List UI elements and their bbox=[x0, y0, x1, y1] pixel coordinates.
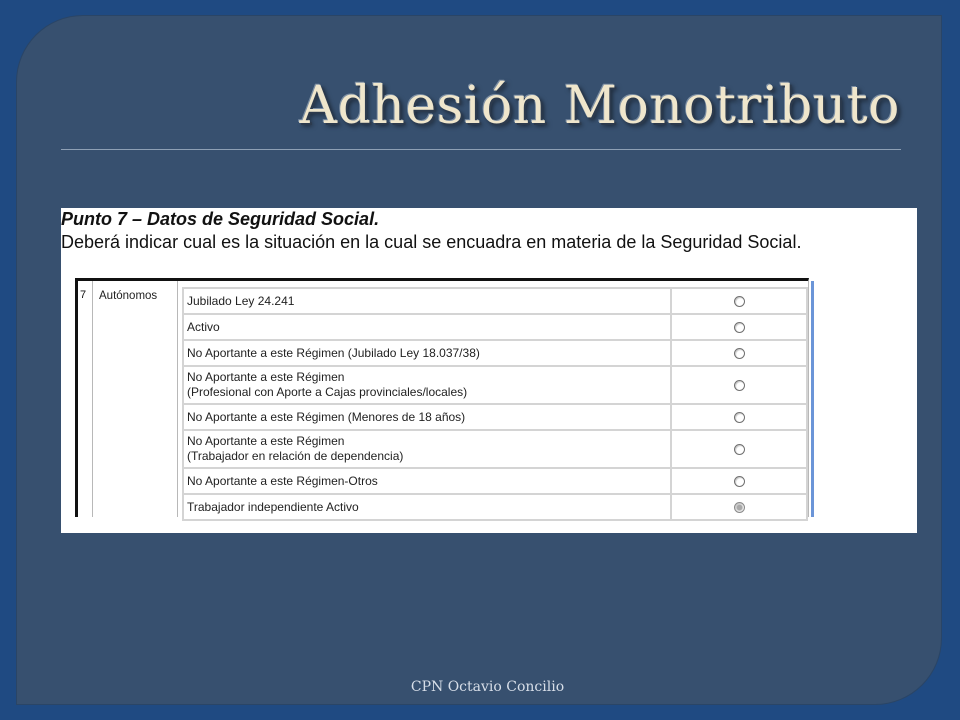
option-radio-cell bbox=[671, 494, 807, 520]
radio-activo[interactable] bbox=[734, 322, 745, 333]
radio-no-aportante-jubilado[interactable] bbox=[734, 348, 745, 359]
form-screenshot bbox=[61, 208, 917, 533]
option-radio-cell bbox=[671, 340, 807, 366]
radio-no-aportante-dependencia[interactable] bbox=[734, 444, 745, 455]
column-divider bbox=[92, 281, 93, 517]
option-label: No Aportante a este Régimen-Otros bbox=[183, 468, 671, 494]
form-instruction: Deberá indicar cual es la situación en la cual se encuadra en materia de la Seguridad Social. bbox=[61, 232, 802, 252]
option-radio-cell bbox=[671, 430, 807, 468]
option-label: No Aportante a este Régimen (Jubilado Ley 18.037/38) bbox=[183, 340, 671, 366]
option-label: No Aportante a este Régimen (Menores de 18 años) bbox=[183, 404, 671, 430]
option-label: No Aportante a este Régimen (Trabajador en relación de dependencia) bbox=[183, 430, 671, 468]
radio-no-aportante-otros[interactable] bbox=[734, 476, 745, 487]
option-row bbox=[183, 404, 807, 430]
option-row bbox=[183, 314, 807, 340]
option-row bbox=[183, 430, 807, 468]
option-label: Trabajador independiente Activo bbox=[183, 494, 671, 520]
option-row bbox=[183, 494, 807, 520]
title-divider bbox=[61, 149, 901, 150]
radio-jubilado-ley-24241[interactable] bbox=[734, 296, 745, 307]
option-label: Jubilado Ley 24.241 bbox=[183, 288, 671, 314]
radio-trabajador-independiente-activo[interactable] bbox=[734, 502, 745, 513]
option-row bbox=[183, 366, 807, 404]
option-row bbox=[183, 340, 807, 366]
option-row bbox=[183, 468, 807, 494]
option-radio-cell bbox=[671, 404, 807, 430]
options-table bbox=[182, 287, 808, 521]
radio-no-aportante-profesional[interactable] bbox=[734, 380, 745, 391]
option-label: No Aportante a este Régimen (Profesional con Aporte a Cajas provinciales/locales) bbox=[183, 366, 671, 404]
form-heading: Punto 7 – Datos de Seguridad Social. bbox=[61, 209, 380, 229]
social-security-section bbox=[75, 278, 809, 517]
option-row bbox=[183, 288, 807, 314]
column-divider bbox=[177, 281, 178, 517]
option-label: Activo bbox=[183, 314, 671, 340]
footer-author: CPN Octavio Concilio bbox=[410, 679, 565, 695]
slide-title: Adhesión Monotributo bbox=[299, 76, 900, 136]
scrollbar-edge bbox=[811, 281, 814, 517]
section-label-autonomos: Autónomos bbox=[99, 290, 158, 302]
option-radio-cell bbox=[671, 468, 807, 494]
option-radio-cell bbox=[671, 366, 807, 404]
item-number: 7 bbox=[80, 289, 87, 301]
option-radio-cell bbox=[671, 288, 807, 314]
option-radio-cell bbox=[671, 314, 807, 340]
radio-no-aportante-menores[interactable] bbox=[734, 412, 745, 423]
